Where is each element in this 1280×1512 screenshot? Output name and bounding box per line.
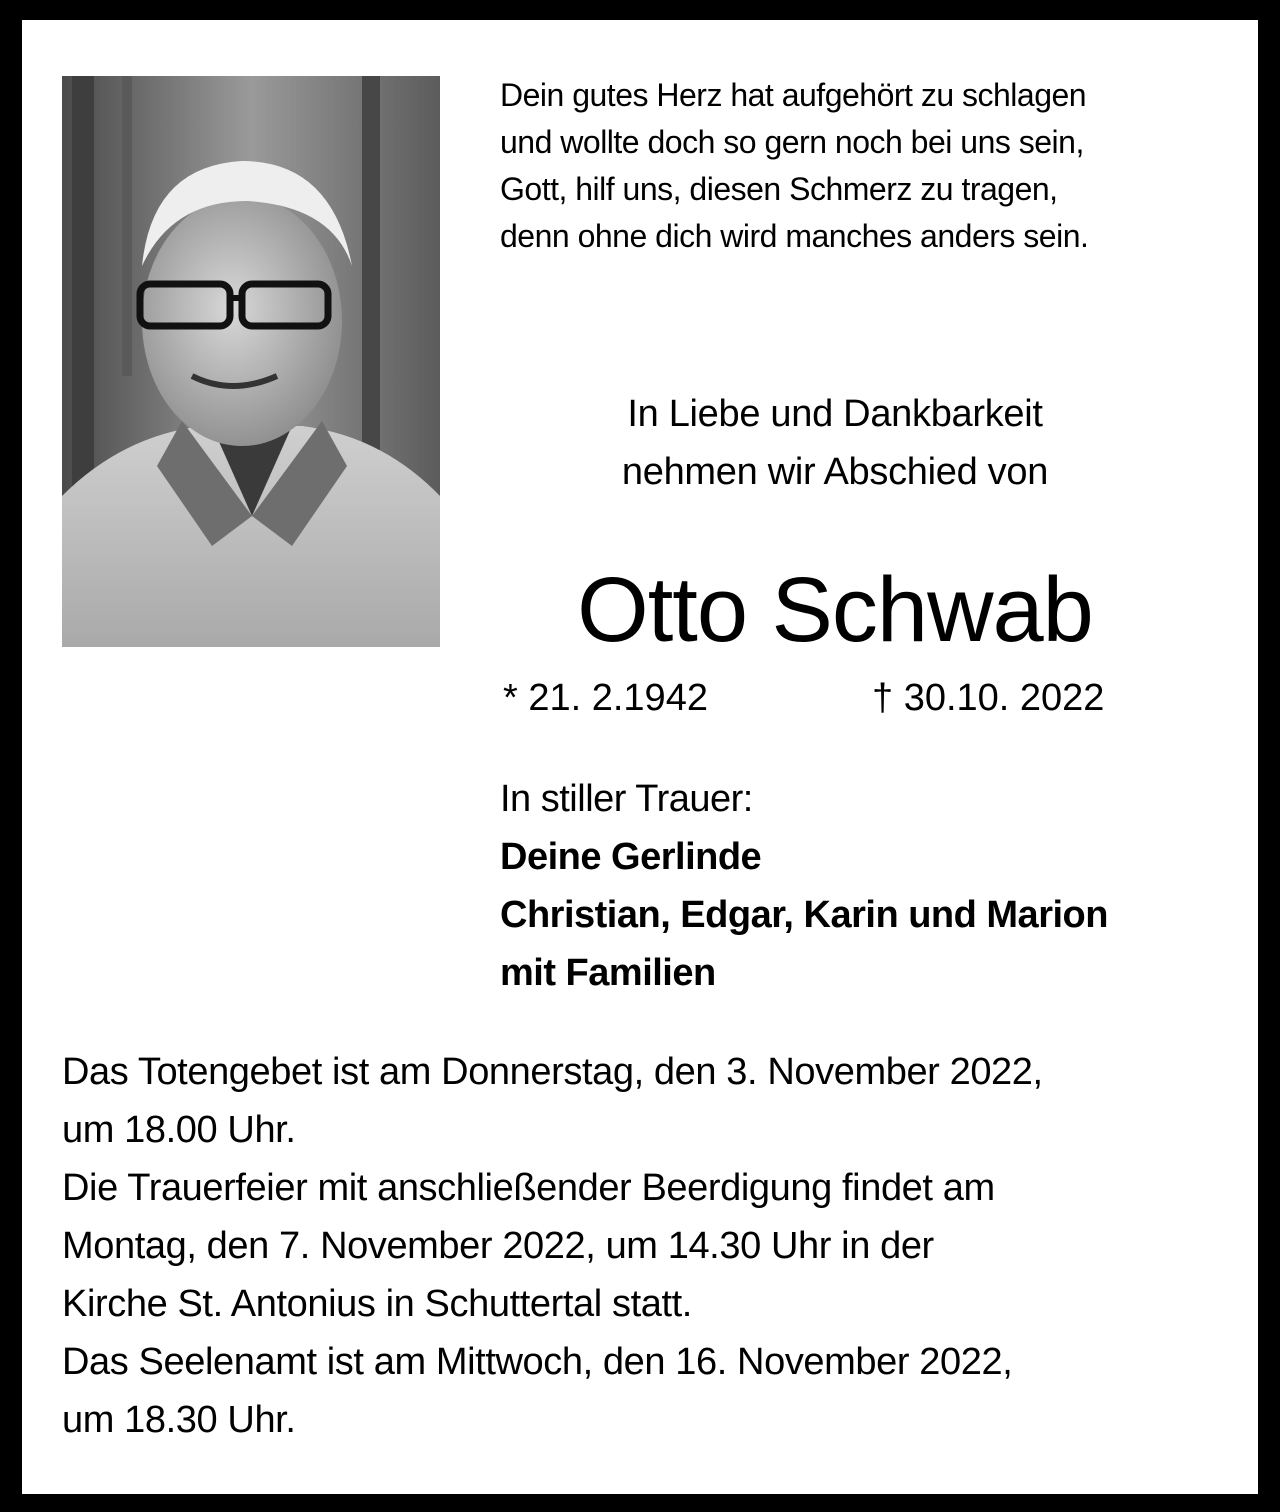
event-line: um 18.30 Uhr. (62, 1399, 296, 1441)
mourner-line: Christian, Edgar, Karin und Marion (500, 894, 1108, 936)
service-details (62, 1043, 1217, 1449)
intro-line: nehmen wir Abschied von (621, 451, 1049, 493)
event-line: Das Seelenamt ist am Mittwoch, den 16. November 2022, (62, 1341, 1013, 1383)
event-line: Montag, den 7. November 2022, um 14.30 Uhr in der (62, 1225, 934, 1267)
event-line: Das Totengebet ist am Donnerstag, den 3. November 2022, (62, 1051, 1043, 1093)
event-line: Die Trauerfeier mit anschließender Beerdigung findet am (62, 1167, 995, 1209)
deceased-name: Otto Schwab (577, 559, 1093, 661)
event-line: Kirche St. Antonius in Schuttertal statt. (62, 1283, 692, 1325)
mourners-heading: In stiller Trauer: (500, 778, 753, 820)
mourner-line: Deine Gerlinde (500, 836, 762, 878)
intro-line: In Liebe und Dankbarkeit (627, 393, 1043, 435)
birth-date: * 21. 2.1942 (503, 677, 708, 719)
mourners-block (500, 770, 1230, 1002)
farewell-intro (520, 385, 1150, 501)
event-line: um 18.00 Uhr. (62, 1109, 296, 1151)
poem-line: Dein gutes Herz hat aufgehört zu schlagen (500, 77, 1087, 113)
death-date: † 30.10. 2022 (872, 677, 1105, 719)
poem-line: und wollte doch so gern noch bei uns sein, (500, 124, 1084, 160)
poem-line: denn ohne dich wird manches anders sein. (500, 218, 1089, 254)
portrait-photo (62, 76, 440, 647)
memorial-poem (500, 72, 1220, 260)
poem-line: Gott, hilf uns, diesen Schmerz zu tragen, (500, 171, 1058, 207)
mourner-line: mit Familien (500, 952, 716, 994)
